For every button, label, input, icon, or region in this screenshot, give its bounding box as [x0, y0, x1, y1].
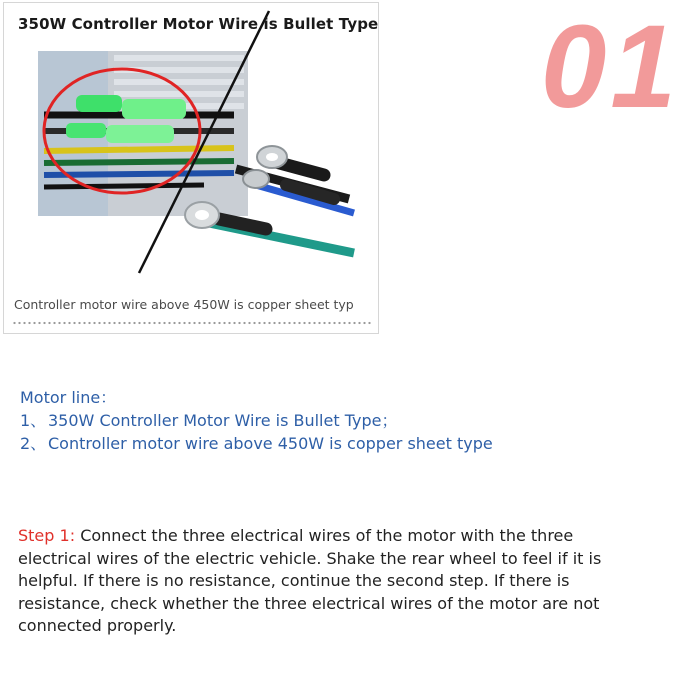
step-instruction — [18, 525, 628, 638]
motor-line-section — [20, 386, 493, 455]
list-item — [20, 432, 493, 455]
list-item-text: Controller motor wire above 450W is copper sheet type — [48, 434, 493, 453]
list-item — [20, 409, 493, 432]
list-item-number: 1、 — [20, 411, 47, 430]
controller-photo — [38, 51, 248, 216]
motor-line-heading: Motor line： — [20, 388, 117, 407]
figure-caption: Controller motor wire above 450W is copper sheet typ — [14, 297, 354, 312]
step-label: Step 1: — [18, 526, 76, 545]
list-item-text: 350W Controller Motor Wire is Bullet Type； — [48, 411, 398, 430]
dotted-divider — [12, 321, 372, 325]
list-item-number: 2、 — [20, 434, 47, 453]
figure-title: 350W Controller Motor Wire is Bullet Type — [18, 15, 379, 33]
product-figure — [3, 2, 379, 334]
step-text: Connect the three electrical wires of the motor with the three electrical wires of the electric vehicle. Shake the rear wheel to feel if it is helpful. If there is no resistance, continue the second step. If there is resistance, check whether the three electrical wires of the motor are not connected properly. — [18, 526, 602, 635]
step-number: 01 — [540, 1, 680, 133]
wire-comparison-photo — [4, 3, 378, 333]
